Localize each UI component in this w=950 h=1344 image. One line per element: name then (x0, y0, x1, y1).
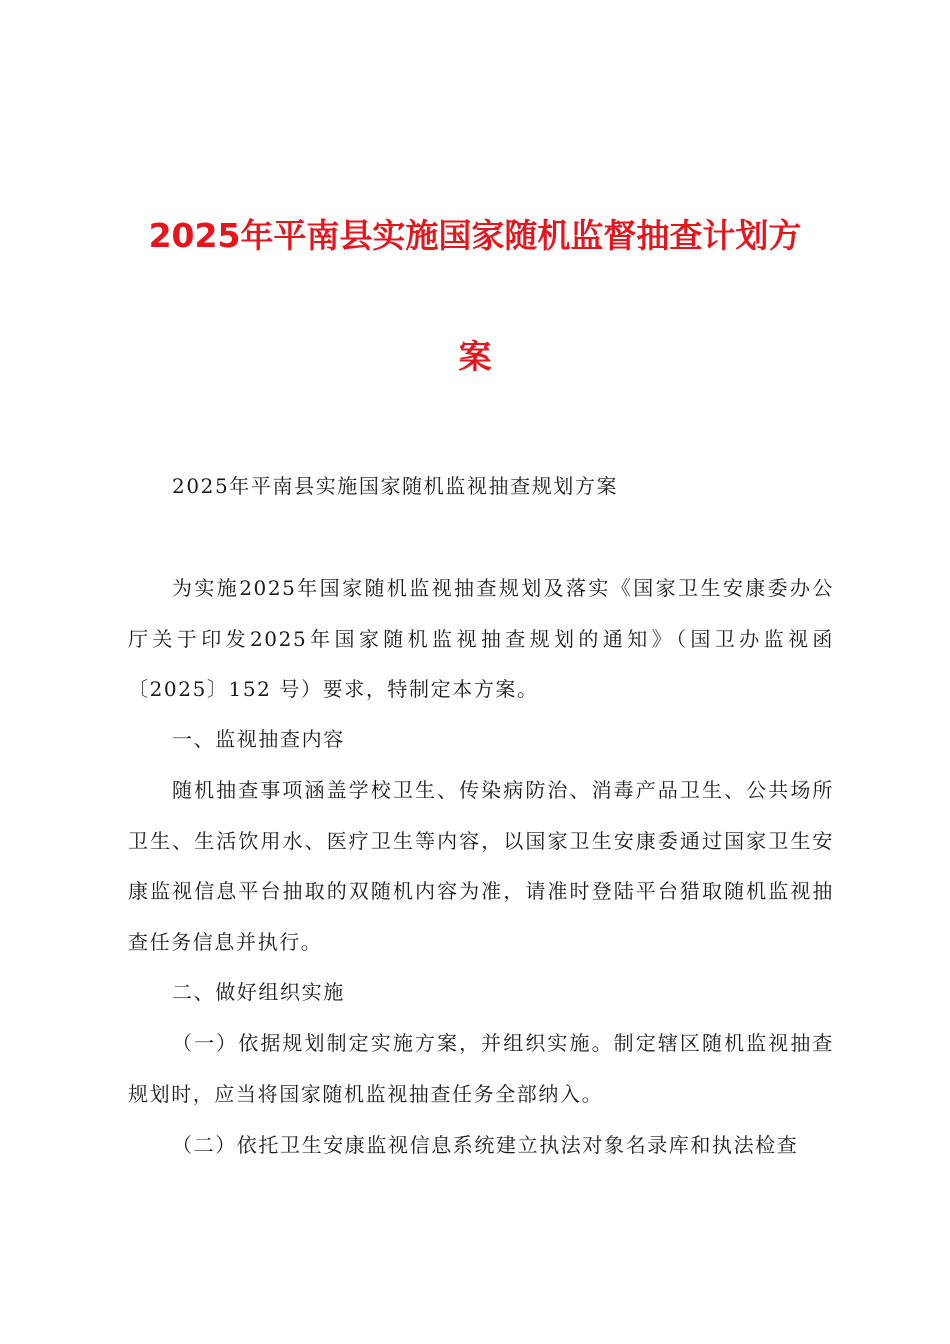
document-subtitle: 2025年平南县实施国家随机监视抽查规划方案 (172, 474, 619, 498)
document-title-line1: 2025年平南县实施国家随机监督抽查计划方 (148, 216, 802, 255)
section2-item1: （一）依据规划制定实施方案，并组织实施。制定辖区随机监视抽查规划时，应当将国家随机监视抽查任务全部纳入。 (128, 1031, 834, 1106)
intro-paragraph: 为实施2025年国家随机监视抽查规划及落实《国家卫生安康委办公厅关于印发2025年国家随机监视抽查规划的通知》（国卫办监视函〔2025〕152 号）要求，特制定本方案。 (128, 576, 834, 701)
document-title-line2: 案 (458, 337, 492, 376)
section2-item2: （二）依托卫生安康监视信息系统建立执法对象名录库和执法检查 (172, 1133, 799, 1157)
section1-body: 随机抽查事项涵盖学校卫生、传染病防治、消毒产品卫生、公共场所卫生、生活饮用水、医疗卫生等内容，以国家卫生安康委通过国家卫生安康监视信息平台抽取的双随机内容为准，请准时登陆平台猎取随机监视抽查任务信息并执行。 (128, 778, 834, 954)
section1-heading: 一、监视抽查内容 (172, 727, 345, 751)
section2-heading: 二、做好组织实施 (172, 980, 345, 1004)
